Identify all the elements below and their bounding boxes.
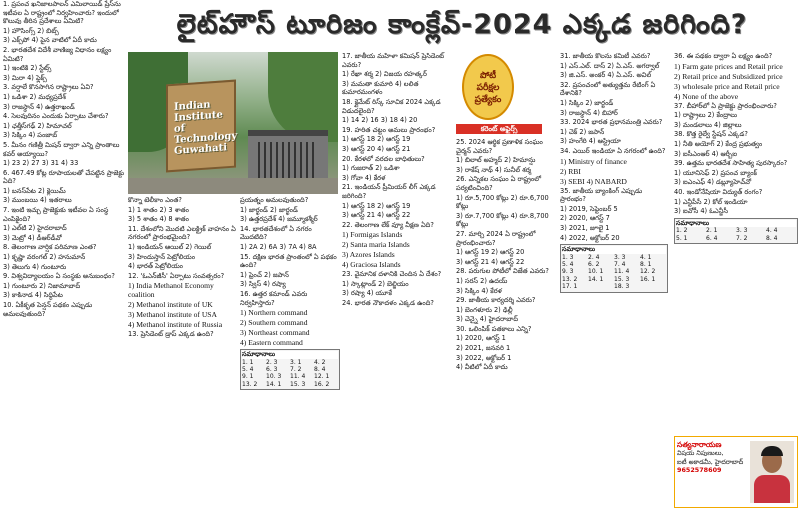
- question-line: 3) ఉత్తరప్రదేశ్ 4) జమ్మూకశ్మీర్: [240, 215, 318, 224]
- answer-cell: 10. 1: [588, 268, 604, 276]
- question-line: 1) 2020, ఆగస్ట్ 1: [456, 334, 506, 343]
- answer-cell: 1. 1: [242, 358, 254, 366]
- question-line: 32. ప్రపంచంలో అత్యుత్తమ రేటింగ్ ఏ దేశానికి?: [560, 80, 656, 98]
- answers-title: సమాధానాలు: [562, 246, 666, 253]
- question-line: 1) ఎల్‌టి 2) హైదరాబాద్: [3, 224, 67, 233]
- column-7: [674, 52, 798, 432]
- author-shirt: [754, 475, 790, 503]
- question-line: 3) ఆగస్ట్ 21 4) ఆగస్ట్ 22: [456, 257, 525, 266]
- question-line: 3) రాజస్థాన్ 4) బిహార్: [560, 108, 618, 117]
- question-line: 12. 'ఓఎన్‌జీసీ' ఏర్పాటు సంవత్సరం?: [128, 271, 225, 280]
- question-line: 1) స్కాట్లాండ్ 2) బెల్జియం: [342, 279, 409, 288]
- question-line: 1) చెక్ 2) జపాన్: [560, 127, 605, 136]
- question-line: 3) రష్యా 4) యూకే: [342, 289, 392, 298]
- answer-cell: 6. 4: [706, 234, 718, 242]
- question-line: 1) 2019, సెప్టెంబర్ 5: [560, 204, 618, 213]
- question-line: 3) Azores Islands: [342, 250, 395, 260]
- road: [128, 178, 338, 194]
- answer-cell: 6. 2: [588, 260, 600, 268]
- question-line: 36. ఈ పథకం ద్వారా ఏ లక్ష్యం ఉంది?: [674, 52, 773, 60]
- question-line: 31. జాతీయ కొలను కమిటీ ఎవరు?: [560, 52, 651, 60]
- question-line: 3) రూ.7,700 కోట్లు 4) రూ.8,700 కోట్లు: [456, 211, 549, 229]
- section-badge: [462, 54, 514, 120]
- question-line: 9. విశ్వవిద్యాలయం ఏ సంస్థకు అనుబంధం?: [3, 272, 115, 281]
- question-line: 1) ఆగస్ట్ 18 2) ఆగస్ట్ 19: [342, 135, 411, 144]
- question-line: 3) సిక్కిం 4) కేరళ: [456, 286, 502, 295]
- question-line: 1) ఇంటికి 2) స్టేట్స్: [3, 64, 52, 73]
- question-line: 17. జాతీయ మహిళా కమిషన్ ప్రెసిడెంట్ ఎవరు?: [342, 52, 445, 69]
- question-line: 1) నీతి అయోగ్ 2) కేంద్ర ప్రభుత్వం: [674, 139, 763, 148]
- question-line: 22. తెలంగాణ లేక్ వ్యూ వీక్షణ ఏది?: [342, 220, 434, 229]
- answer-cell: 7. 2: [736, 234, 748, 242]
- question-line: 1) India Methanol Economy coalition: [128, 281, 214, 300]
- tree-right: [268, 52, 338, 142]
- question-line: 37. బీహార్‌లో ఏ ప్రాజెక్టు ప్రారంభించారు?: [674, 101, 777, 110]
- campus-photo: [128, 52, 338, 194]
- question-line: 1) హౌసింగ్స్ 2) బిట్స్: [3, 26, 59, 35]
- answer-cell: 13. 2: [562, 275, 578, 283]
- answer-cell: 14. 1: [588, 275, 604, 283]
- answers-box-1: [240, 349, 340, 390]
- question-line: 3) స్విస్ 4) రష్యా: [240, 280, 286, 289]
- column-6: [560, 52, 668, 508]
- column-4: [342, 52, 452, 508]
- answers-row: [562, 276, 666, 283]
- question-line: 1) రేఖా శర్మ 2) విజయ రహత్కర్: [342, 70, 427, 79]
- question-line: 13. ప్రెసిడెంట్ డ్రాప్ ఎక్కడ ఉంది?: [128, 330, 214, 339]
- question-line: 18. క్లైమేట్ రిస్క్ సూచిక 2024 ఎక్కడ విడుదలైంది?: [342, 97, 441, 115]
- question-line: 1) రాష్ట్రాలు 2) కేంద్రాలు: [674, 111, 738, 120]
- question-line: 1) ఆగస్ట్ 19 2) ఆగస్ట్ 20: [456, 248, 525, 257]
- question-line: 29. జాతీయ కార్యదర్శి ఎవరు?: [456, 296, 536, 305]
- question-line: 1) Northern command: [240, 308, 308, 318]
- author-role-1: విషయ నిపుణులు,: [677, 449, 724, 458]
- question-line: 3) తెలుగు 4) గుంటూరు: [3, 262, 67, 271]
- author-text: [677, 441, 749, 475]
- question-line: 3) మిరా 4) ఫ్లెక్స్: [3, 73, 47, 82]
- answers-row: [242, 359, 338, 366]
- question-line: 1) సిక్కిం 2) జార్ఖండ్: [560, 98, 614, 107]
- question-line: 10. ఏకీకృత పెన్షన్ పథకం ఎప్పుడు అమలవుతుంది?: [3, 301, 93, 318]
- question-line: 1) గుజరాత్ 2) ఒడిశా: [342, 164, 400, 173]
- answer-cell: 16. 1: [640, 275, 656, 283]
- question-line: 3) మమతా కుమారి 4) లలిత కుమారమంగళం: [342, 79, 419, 97]
- badge-line-2: పరీక్షల: [476, 83, 500, 93]
- answer-cell: 9. 3: [562, 268, 574, 276]
- answer-cell: 18. 3: [614, 283, 630, 291]
- answers-row: [242, 366, 338, 373]
- question-line: 6. 467.49 కోట్ల రూపాయలతో చేపట్టిన ప్రాజెక్టు ఏది?: [3, 168, 125, 186]
- answer-cell: 3. 1: [290, 358, 302, 366]
- question-line: 35. జాతీయ బ్యాంకింగ్ ఎప్పుడు ప్రారంభం?: [560, 186, 643, 204]
- question-line: 3. వర్షాలే కొనసాగిన రాష్ట్రాలు ఏవి?: [3, 83, 94, 92]
- answers-row: [242, 381, 338, 388]
- question-line: 15. దక్షిణ భారత ప్రాంతంలో ఏ పథకం ఉంది?: [240, 252, 337, 270]
- answer-cell: 11. 4: [614, 268, 630, 276]
- question-line: 2) Santa maria Islands: [342, 240, 410, 250]
- question-line: 1) బిలాల్ అహ్మద్ 2) హిమాన్షు: [456, 156, 536, 165]
- question-line: 28. పరుగుల పోటీలో విజేత ఎవరు?: [456, 267, 549, 276]
- question-line: 1) ఒడిశా 2) మధ్యప్రదేశ్: [3, 92, 66, 101]
- question-line: 3) కాకినాడ 4) సిద్ధిపేట: [3, 291, 63, 300]
- question-line: 3) ముంబయి 4) ఇతరాలు: [3, 196, 72, 205]
- answer-cell: 8. 4: [766, 234, 778, 242]
- answer-cell: 15. 3: [614, 275, 630, 283]
- column-2: [128, 196, 236, 508]
- question-line: 30. ఒలింపిక్ పతకాలు ఎన్ని?: [456, 324, 532, 333]
- question-line: 4) Methanol institute of Russia: [128, 320, 223, 330]
- question-line: 1) ఇండియన్ ఆయిల్ 2) గెయిల్: [128, 242, 212, 251]
- answers-row: [676, 235, 796, 242]
- question-line: 2. భారతదేశ విదేశీ వాణిజ్య విధానం లక్ష్యం ఏమిటి?: [3, 45, 112, 63]
- answer-cell: 5. 1: [676, 234, 688, 242]
- answer-cell: 9. 1: [242, 373, 254, 381]
- question-line: 4) None of the above: [674, 91, 739, 101]
- question-line: 1) యూనిసెఫ్ 2) ప్రపంచ బ్యాంక్: [674, 168, 758, 177]
- question-line: 2) Southern command: [240, 318, 308, 328]
- question-line: 3) 2022, అక్టోబర్ 1: [456, 353, 512, 362]
- answer-cell: 2. 4: [588, 253, 600, 261]
- author-photo: [750, 441, 794, 503]
- answers-row: [562, 283, 666, 290]
- question-line: 3) ఎక్స్‌పో 4) పైన వాటిలో ఏదీ కాదు: [3, 36, 97, 45]
- answer-cell: 1. 2: [676, 227, 688, 235]
- answer-cell: 1. 3: [562, 253, 574, 261]
- question-line: 3) ఐసీఎంఆర్ 4) ఆర్బీఐ: [674, 149, 738, 158]
- question-line: 27. మార్చి 2024 ఏ రాష్ట్రంలో ప్రారంభించారు?: [456, 229, 536, 247]
- answer-cell: 8. 1: [640, 260, 652, 268]
- badge-line-1: పోటీ: [479, 71, 497, 81]
- answer-cell: 17. 1: [562, 283, 578, 291]
- question-line: 24. భారత నౌకాదళం ఎక్కడ ఉంది?: [342, 299, 434, 308]
- question-line: 1) బెంగళూరు 2) ఢిల్లీ: [456, 305, 513, 314]
- headline: లైట్‌హౌస్ టూరిజం కాంక్లేవ్-2024 ఎక్కడ జరిగింది?: [176, 9, 748, 40]
- question-line: 3) ఆగస్ట్ 21 4) ఆగస్ట్ 22: [342, 211, 411, 220]
- question-line: 3) Methanol institute of USA: [128, 310, 218, 320]
- answer-cell: 8. 4: [314, 365, 326, 373]
- question-line: 33. 2024 భారత ప్రధానమంత్రి ఎవరు?: [560, 118, 663, 127]
- question-line: 4) భారత్ పెట్రోలియం: [128, 262, 184, 271]
- column-3: [240, 196, 340, 508]
- question-line: 1) Formigas Islands: [342, 230, 403, 240]
- question-line: 1) ఆగస్ట్ 18 2) ఆగస్ట్ 19: [342, 201, 411, 210]
- question-line: 3) wholesale price and Retail price: [674, 81, 780, 91]
- question-line: 3) 2021, జూలై 1: [560, 223, 610, 232]
- column-1: [3, 0, 125, 508]
- answer-cell: 2. 3: [266, 358, 278, 366]
- question-line: 4) Eastern command: [240, 338, 303, 348]
- institute-sign: [166, 80, 236, 173]
- question-line: 1. ప్రపంచ ఖనిజాలపాలన్ ఎమిలాయిడ్ ప్రేస్‌ను ఇటీవల ఏ రాష్ట్రంలో నిర్వహించారు? ఇందులో కొలువు తీరిన ప్రదేశాలు ఏమిటి?: [3, 0, 121, 26]
- question-line: 3) ఆగస్ట్ 20 4) ఆగస్ట్ 21: [342, 144, 411, 153]
- question-line: 3) Northeast command: [240, 328, 310, 338]
- answer-cell: 4. 2: [314, 358, 326, 366]
- question-line: 1) 23 2) 27 3) 31 4) 33: [3, 159, 79, 168]
- answer-cell: 2. 1: [706, 227, 718, 235]
- question-line: 3) సిక్కిం 4) పంజాబ్: [3, 131, 58, 140]
- question-line: 5. మీనం గణిత్రీ మిషన్ ద్వారా ఎన్ని ప్రాంతాలు కవర్ అయ్యాయి?: [3, 140, 120, 158]
- question-line: 39. ఉత్తమ భారతదేశ సాహిత్య పురస్కారం?: [674, 159, 788, 168]
- question-line: 3) రాకేష్ నాథ్ 4) సునీల్ శర్మ: [456, 165, 532, 174]
- question-line: 8. తెలంగాణ వార్షిక పరిమాణ ఎంత?: [3, 243, 97, 252]
- answer-cell: 15. 3: [290, 380, 306, 388]
- current-affairs-tag: కరెంట్ అఫైర్స్: [456, 124, 542, 134]
- answer-cell: 5. 4: [562, 260, 574, 268]
- answers-row: [562, 268, 666, 275]
- question-line: 1) Farm gate prices and Retail price: [674, 61, 783, 71]
- question-line: కొన్నా టెలీకాం ఎంత?: [128, 196, 182, 204]
- answer-cell: 7. 2: [290, 365, 302, 373]
- question-line: 2) Retail price and Subsidized price: [674, 71, 783, 81]
- question-line: 1) ఫ్రెంచ్ 2) జపాన్: [240, 270, 289, 279]
- author-role-2: ఐటీ అకాడమీ, హైదరాబాద్: [677, 457, 744, 466]
- author-hair: [761, 446, 783, 456]
- question-line: 20. కేరళలో వరదల బాధితులు?: [342, 154, 425, 163]
- question-line: 1) సరస్ 2) ఉదయ్: [456, 276, 508, 285]
- question-line: 21. ఇండియన్ ప్రీమియర్ లీగ్ ఎక్కడ జరిగింది?: [342, 183, 436, 200]
- answer-cell: 10. 3: [266, 373, 282, 381]
- question-line: 1) బనస్‌పేట 2) క్లెయిమ్: [3, 186, 66, 195]
- question-line: 3) ఐఎంఎఫ్ 4) డబ్ల్యూహెచ్‌వో: [674, 178, 752, 187]
- question-line: 2) 2021, జనవరి 1: [456, 344, 511, 353]
- question-line: 1) 14 2) 16 3) 18 4) 20: [342, 116, 418, 125]
- column-5: [456, 138, 556, 508]
- question-line: 38. కొత్త రైల్వే స్టేషన్ ఎక్కడ?: [674, 130, 748, 139]
- badge-line-3: ప్రత్యేకం: [474, 95, 502, 105]
- answers-box-3: [674, 218, 798, 244]
- answer-cell: 5. 4: [242, 365, 254, 373]
- author-box: [674, 436, 798, 508]
- answer-cell: 11. 4: [290, 373, 306, 381]
- question-line: 3) రాజస్థాన్ 4) ఉత్తరాఖండ్: [3, 102, 75, 111]
- question-line: 3) SEBI 4) NABARD: [560, 176, 627, 186]
- question-line: 34. ఎయిర్ ఇండియా ఏ నగరంలో ఉంది?: [560, 146, 666, 155]
- question-line: 1) జార్ఖండ్ 2) జార్ఖండ్: [240, 205, 298, 214]
- answer-cell: 16. 2: [314, 380, 330, 388]
- question-line: 3) హంగేరి 4) ఆస్ట్రియా: [560, 137, 621, 146]
- sign-text: Indian Institute of Technology Guwahati: [174, 99, 238, 157]
- question-line: 16. ఉత్తర కమాండ్ ఎవరు నిర్వహిస్తారు?: [240, 289, 308, 307]
- question-line: 3) జి.ఎస్. అంకర్ 4) ఏ.ఎస్. అవిల్: [560, 71, 652, 80]
- answers-row: [242, 373, 338, 380]
- answer-cell: 7. 4: [614, 260, 626, 268]
- answer-cell: 12. 2: [640, 268, 656, 276]
- answer-cell: 4. 4: [766, 227, 778, 235]
- question-line: 23. వైమానిక దళానికి చెందిన ఏ దేశం?: [342, 270, 442, 279]
- question-line: 4) వీటిలో ఏదీ కాదు: [456, 363, 508, 372]
- answers-box-2: [560, 244, 668, 292]
- question-line: 4) 2022, అక్టోబర్ 20: [560, 233, 620, 242]
- question-line: 4. సెలవుదినం ఎందుకు ఏర్పాటు చేశారు?: [3, 112, 109, 121]
- question-line: 1) కృష్ణా వరంగల్ 2) హనుమాన్: [3, 253, 86, 262]
- answer-cell: 3. 3: [736, 227, 748, 235]
- question-line: 1) Ministry of finance: [560, 156, 627, 166]
- question-line: 3) గోవా 4) కేరళ: [342, 173, 386, 182]
- answers-title: సమాధానాలు: [676, 220, 796, 227]
- campus-gate: [248, 130, 328, 184]
- question-line: 1) 1 శాతం 2) 3 శాతం: [128, 205, 189, 214]
- question-line: 3) మండలాలు 4) జిల్లాలు: [674, 120, 742, 129]
- question-line: 2) 2020, ఆగస్ట్ 7: [560, 214, 610, 223]
- question-line: 40. ఇండోనేషియా విద్యుత్ రంగం?: [674, 187, 763, 196]
- question-line: 3) హిందుస్తాన్ పెట్రోలియం: [128, 252, 196, 261]
- question-line: 3) 5 శాతం 4) 8 శాతం: [128, 215, 189, 224]
- question-line: 7. ఇంటి ఇచ్చు ప్రాజెక్టుకు ఇటీవల ఏ సంస్థ ఎంపికైంది?: [3, 206, 109, 223]
- question-line: 4) Graciosa Islands: [342, 260, 401, 270]
- answers-row: [562, 261, 666, 268]
- question-line: 25. 2024 ఆర్థిక ప్రణాళిక సంఘం చైర్మన్ ఎవరు?: [456, 138, 543, 155]
- question-line: ప్రయత్నం అమలవుతుంది?: [240, 196, 309, 204]
- question-line: 11. దేశంలోని మొదటి ఎలక్ట్రిక్ వాహనం ఏ నగరంలో ప్రారంభమైంది?: [128, 224, 236, 242]
- answers-title: సమాధానాలు: [242, 351, 338, 358]
- question-line: 3) చెన్నై 4) హైదరాబాద్: [456, 315, 519, 324]
- question-line: 1) రూ.5,700 కోట్లు 2) రూ.6,700 కోట్లు: [456, 193, 549, 211]
- answers-row: [562, 254, 666, 261]
- question-line: 26. ఎన్నికల సంఘం ఏ రాష్ట్రంలో పర్యటించింది?: [456, 175, 542, 192]
- question-line: 3) ఐవోసీ 4) ఓఎన్జీసీ: [674, 207, 728, 216]
- question-line: 1) 2A 2) 6A 3) 7A 4) 8A: [240, 242, 317, 251]
- answer-cell: 12. 1: [314, 373, 330, 381]
- question-line: 3) మెట్రో 4) డీఆర్‌డీవో: [3, 233, 62, 242]
- question-line: 1) ఎన్టీపీసీ 2) కోల్ ఇండియా: [674, 197, 748, 206]
- question-line: 19. హరిత చట్టం అమలు ప్రారంభం?: [342, 125, 436, 134]
- answers-row: [676, 227, 796, 234]
- question-line: 2) RBI: [560, 166, 581, 176]
- answer-cell: 6. 3: [266, 365, 278, 373]
- author-name: సత్యనారాయణ: [677, 440, 722, 449]
- question-line: 2) Methanol institute of UK: [128, 300, 213, 310]
- answer-cell: 14. 1: [266, 380, 282, 388]
- answer-cell: 4. 1: [640, 253, 652, 261]
- answer-cell: 3. 3: [614, 253, 626, 261]
- author-phone: 9652578609: [677, 466, 722, 475]
- question-line: 14. భారతదేశంలో ఏ నగరం మొదటిది?: [240, 224, 312, 242]
- question-line: 1) ఎస్.ఎల్. దాస్ 2) ఏ.ఎస్. అగర్వాల్: [560, 61, 660, 70]
- answer-cell: 13. 2: [242, 380, 258, 388]
- question-line: 1) ఛత్తీస్‌గఢ్ 2) హిమాచల్: [3, 121, 72, 130]
- question-line: 1) గుంటూరు 2) నిజామాబాద్: [3, 281, 81, 290]
